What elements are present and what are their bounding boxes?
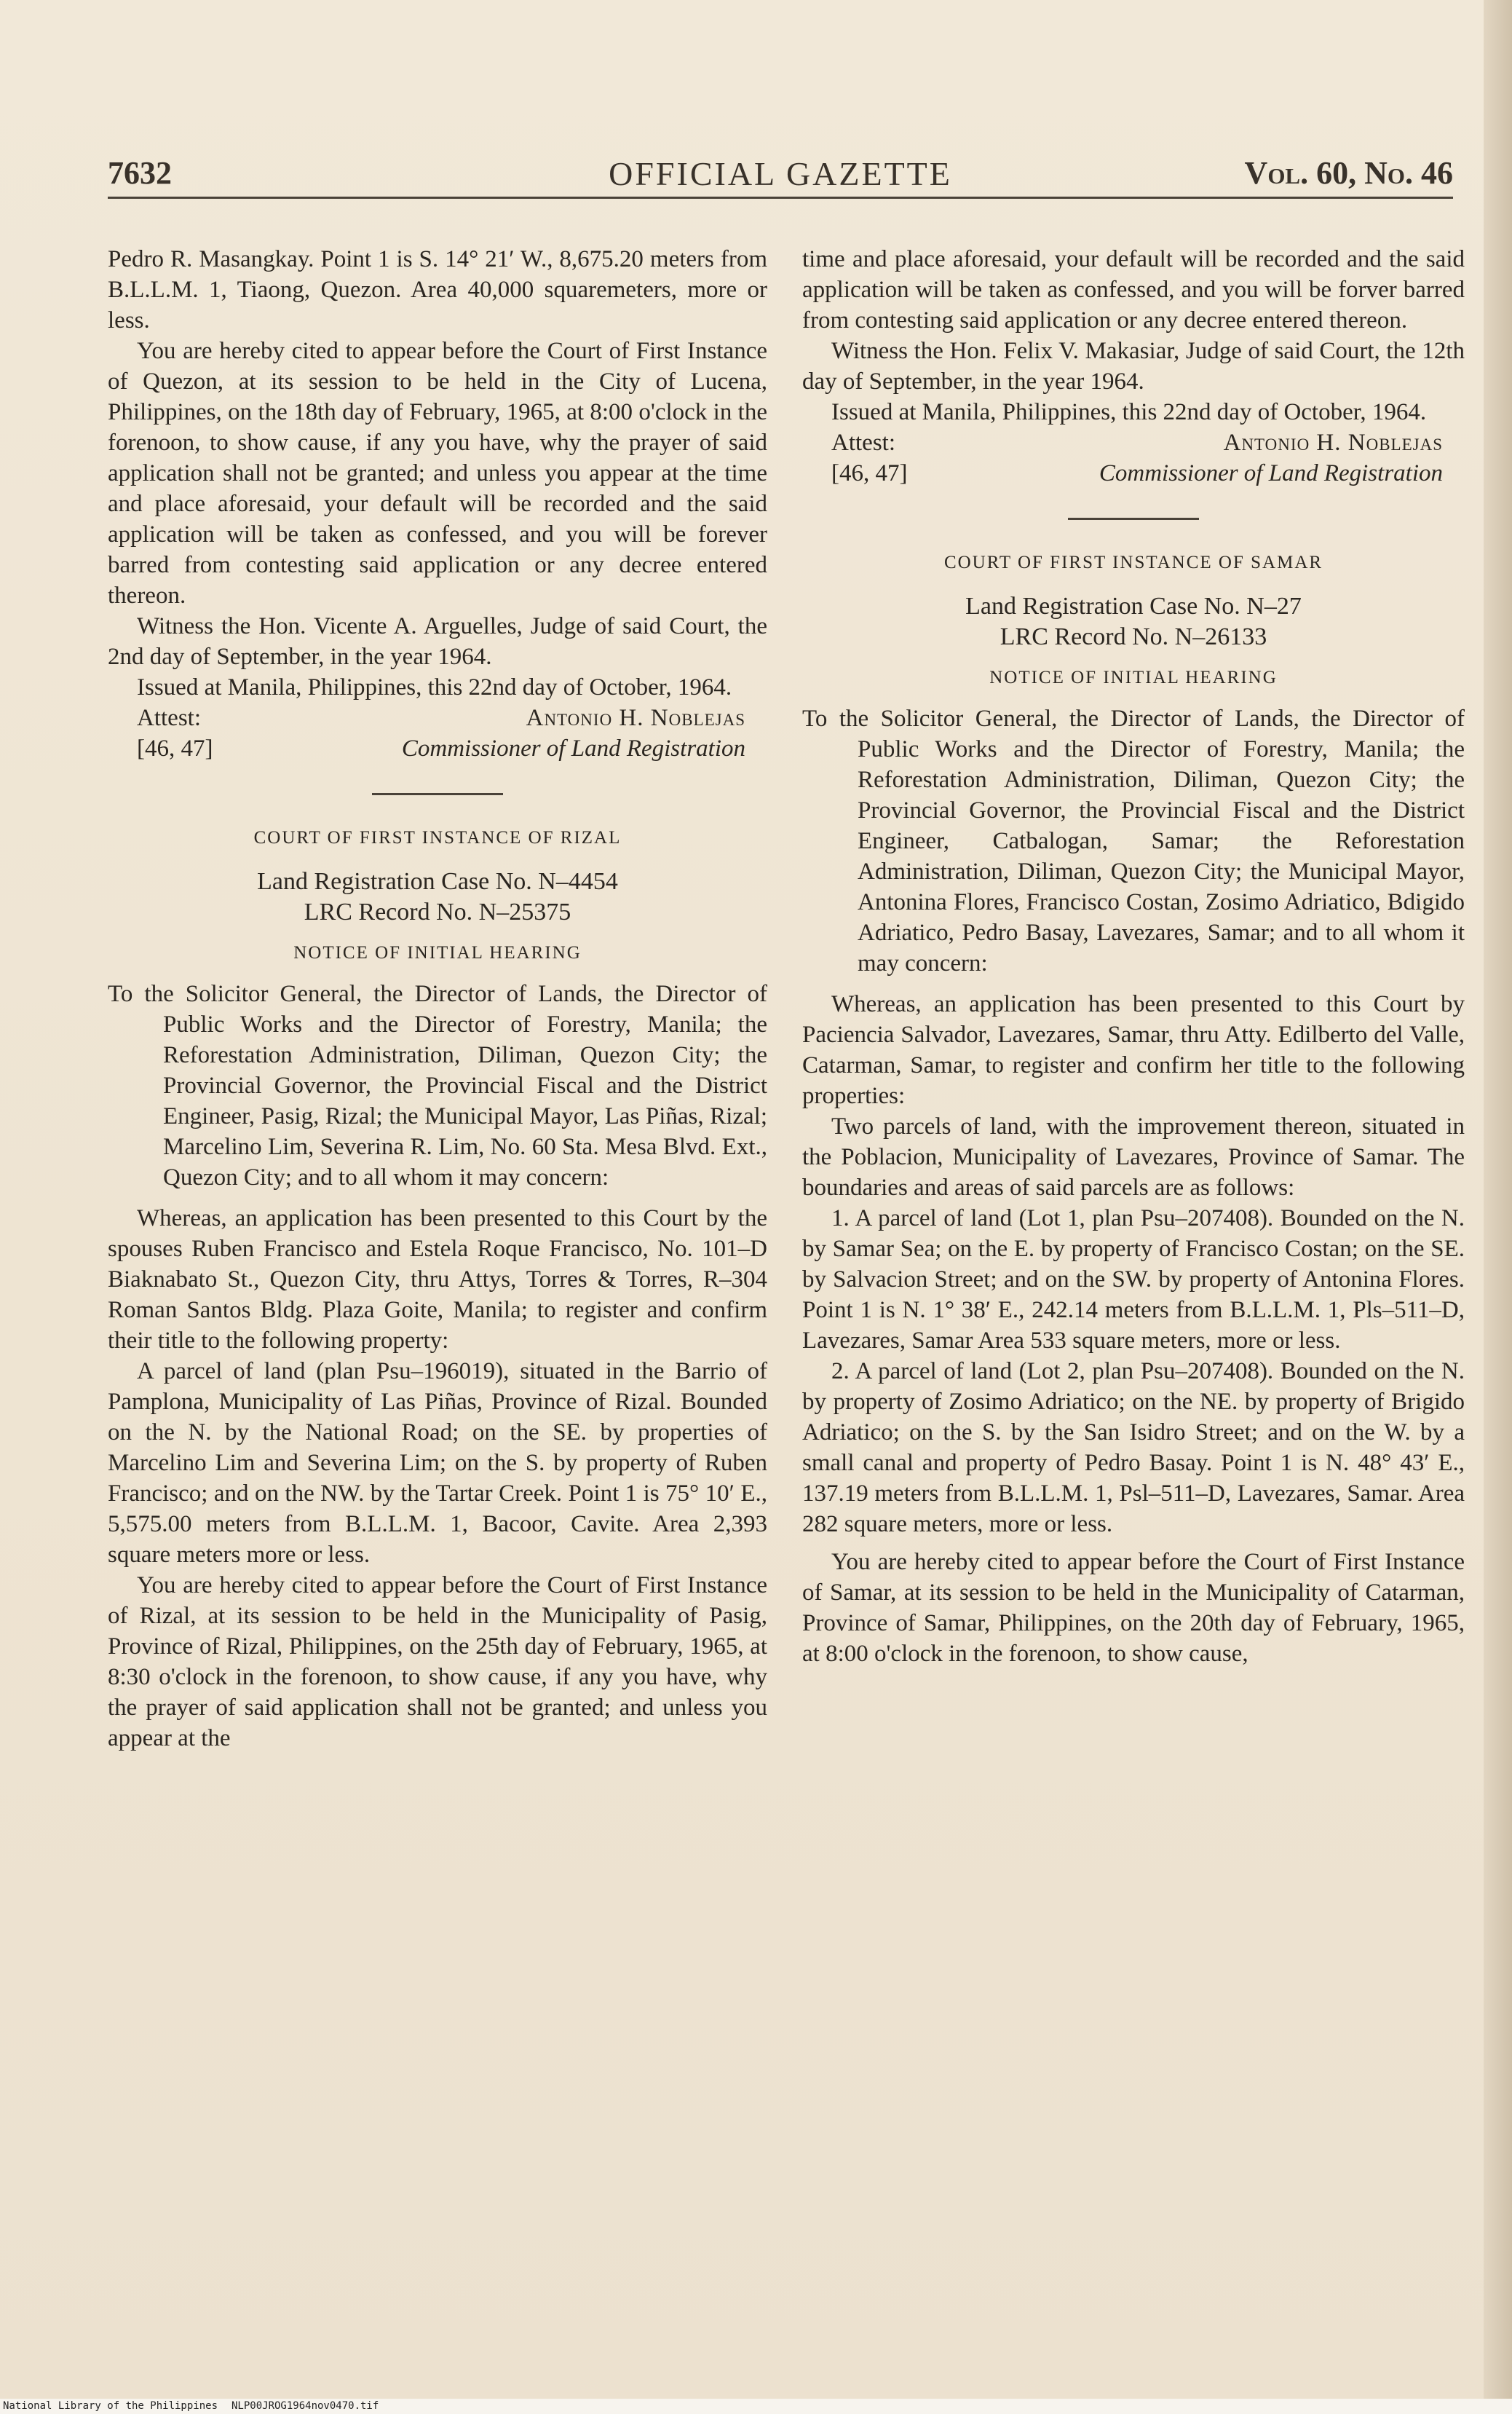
- paragraph: Witness the Hon. Vicente A. Arguelles, Judge of said Court, the 2nd day of September, in the year 1964.: [108, 613, 767, 670]
- section-divider: [372, 793, 503, 795]
- header-rule: [108, 197, 1453, 199]
- paragraph: A parcel of land (plan Psu–196019), situated in the Barrio of Pamplona, Municipality of Las Piñas, Province of Rizal. Bounded on the N. by the National Road; on the SE. by properties of Marcelino Lim and Severina Lim; on the S. by property of Ruben Francisco; and on the NW. by the Tartar Creek. Point 1 is 75° 10′ E., 5,575.00 meters from B.L.L.M. 1, Bacoor, Cavite. Area 2,393 square meters more or less.: [108, 1358, 767, 1568]
- addressees: To the Solicitor General, the Director of Lands, the Director of Public Works and the Director of Forestry, Manila; the Reforestation Administration, Diliman, Quezon City; the Provincial Governor, the Provincial Fiscal and the District Engineer, Pasig, Rizal; the Municipal Mayor, Las Piñas, Rizal; Marcelino Lim, Severina R. Lim, No. 60 Sta. Mesa Blvd. Ext., Quezon City; and to all whom it may concern:: [108, 981, 767, 1191]
- court-heading: COURT OF FIRST INSTANCE OF RIZAL: [253, 828, 622, 848]
- attest-label: Attest:: [831, 430, 895, 456]
- right-column: [802, 244, 1465, 1669]
- case-number: Land Registration Case No. N–27: [965, 593, 1302, 620]
- paragraph: You are hereby cited to appear before the Court of First Instance of Quezon, at its session to be held in the City of Lucena, Philippines, on the 18th day of February, 1965, at 8:00 o'clock in the forenoon, to show cause, if any you have, why the prayer of said application shall not be granted; and unless you appear at the time and place aforesaid, your default will be recorded and the said application will be taken as confessed, and you will be forever barred from contesting said application or any decree entered thereon.: [108, 338, 767, 609]
- attest-label: Attest:: [137, 705, 201, 731]
- paragraph: Whereas, an application has been presented to this Court by Paciencia Salvador, Lavezares, Samar, thru Atty. Edilberto del Valle, Catarman, Samar, to register and confirm her title to the following properties:: [802, 991, 1465, 1109]
- attest-block-role: [802, 458, 1465, 489]
- scan-footer: [0, 2399, 1512, 2414]
- paragraph: You are hereby cited to appear before the Court of First Instance of Rizal, at its session to be held in the Municipality of Pasig, Province of Rizal, Philippines, on the 25th day of February, 1965, at 8:30 o'clock in the forenoon, to show cause, if any you have, why the prayer of said application shall not be granted; and unless you appear at the: [108, 1572, 767, 1751]
- paragraph: Two parcels of land, with the improvement thereon, situated in the Poblacion, Municipality of Lavezares, Province of Samar. The boundaries and areas of said parcels are as follows:: [802, 1113, 1465, 1201]
- issue-reference: [46, 47]: [831, 460, 908, 486]
- attest-block: [802, 427, 1465, 458]
- paragraph: Pedro R. Masangkay. Point 1 is S. 14° 21′ W., 8,675.20 meters from B.L.L.M. 1, Tiaong, Quezon. Area 40,000 squaremeters, more or less.: [108, 246, 767, 334]
- paragraph: 2. A parcel of land (Lot 2, plan Psu–207408). Bounded on the N. by property of Zosimo Adriatico; on the NE. by property of Brigido Adriatico; on the S. by the San Isidro Street; and on the W. by a small canal and property of Pedro Basay. Point 1 is N. 48° 43′ E., 137.19 meters from B.L.L.M. 1, Psl–511–D, Lavezares, Samar. Area 282 square meters, more or less.: [802, 1358, 1465, 1537]
- attest-role: Commissioner of Land Registration: [1099, 460, 1443, 486]
- record-number: LRC Record No. N–25375: [304, 899, 571, 926]
- case-number: Land Registration Case No. N–4454: [257, 868, 618, 895]
- paragraph: You are hereby cited to appear before the Court of First Instance of Samar, at its session to be held in the Municipality of Catarman, Province of Samar, Philippines, on the 20th day of February, 1965, at 8:00 o'clock in the forenoon, to show cause,: [802, 1549, 1465, 1667]
- scan-filename: NLP00JROG1964nov0470.tif: [231, 2400, 379, 2412]
- addressees: To the Solicitor General, the Director of Lands, the Director of Public Works and the Director of Forestry, Manila; the Reforestation Administration, Diliman, Quezon City; the Provincial Governor, the Provincial Fiscal and the District Engineer, Catbalogan, Samar; the Reforestation Administration, Diliman, Quezon City; the Municipal Mayor, Antonina Flores, Francisco Costan, Zosimo Adriatico, Bdigido Adriatico, Pedro Basay, Lavezares, Samar; and to all whom it may concern:: [802, 706, 1465, 977]
- library-credit: National Library of the Philippines: [3, 2400, 218, 2412]
- page-edge-shadow: [1484, 0, 1512, 2414]
- notice-heading: NOTICE OF INITIAL HEARING: [989, 668, 1278, 687]
- paragraph: Issued at Manila, Philippines, this 22nd day of October, 1964.: [137, 674, 732, 701]
- court-heading: COURT OF FIRST INSTANCE OF SAMAR: [943, 553, 1323, 572]
- attest-block: [108, 703, 767, 733]
- record-number: LRC Record No. N–26133: [1000, 623, 1267, 650]
- paragraph: 1. A parcel of land (Lot 1, plan Psu–207408). Bounded on the N. by Samar Sea; on the E. by property of Francisco Costan; on the SE. by Salvacion Street; and on the SW. by property of Antonina Flores. Point 1 is N. 1° 38′ E., 242.14 meters from B.L.L.M. 1, Pls–511–D, Lavezares, Samar Area 533 square meters, more or less.: [802, 1205, 1465, 1354]
- notice-heading: NOTICE OF INITIAL HEARING: [293, 943, 582, 963]
- volume-number: Vol. 60, No. 46: [1244, 155, 1453, 191]
- attest-block-role: [108, 733, 767, 764]
- paragraph: time and place aforesaid, your default will be recorded and the said application will be taken as confessed, and you will be forver barred from contesting said application or any decree entered thereon.: [802, 246, 1465, 334]
- issue-reference: [46, 47]: [137, 735, 213, 762]
- paragraph: Witness the Hon. Felix V. Makasiar, Judge of said Court, the 12th day of September, in the year 1964.: [802, 338, 1465, 395]
- paragraph: Whereas, an application has been presented to this Court by the spouses Ruben Francisco and Estela Roque Francisco, No. 101–D Biaknabato St., Quezon City, thru Attys, Torres & Torres, R–304 Roman Santos Bldg. Plaza Goite, Manila; to register and confirm their title to the following property:: [108, 1205, 767, 1354]
- attest-role: Commissioner of Land Registration: [401, 735, 745, 762]
- publication-title: OFFICIAL GAZETTE: [609, 155, 952, 192]
- paragraph: Issued at Manila, Philippines, this 22nd day of October, 1964.: [831, 399, 1427, 425]
- page-number: 7632: [108, 155, 172, 191]
- attest-name: Antonio H. Noblejas: [526, 705, 745, 731]
- section-divider: [1068, 518, 1199, 520]
- attest-name: Antonio H. Noblejas: [1223, 430, 1443, 456]
- left-column: [108, 244, 767, 1754]
